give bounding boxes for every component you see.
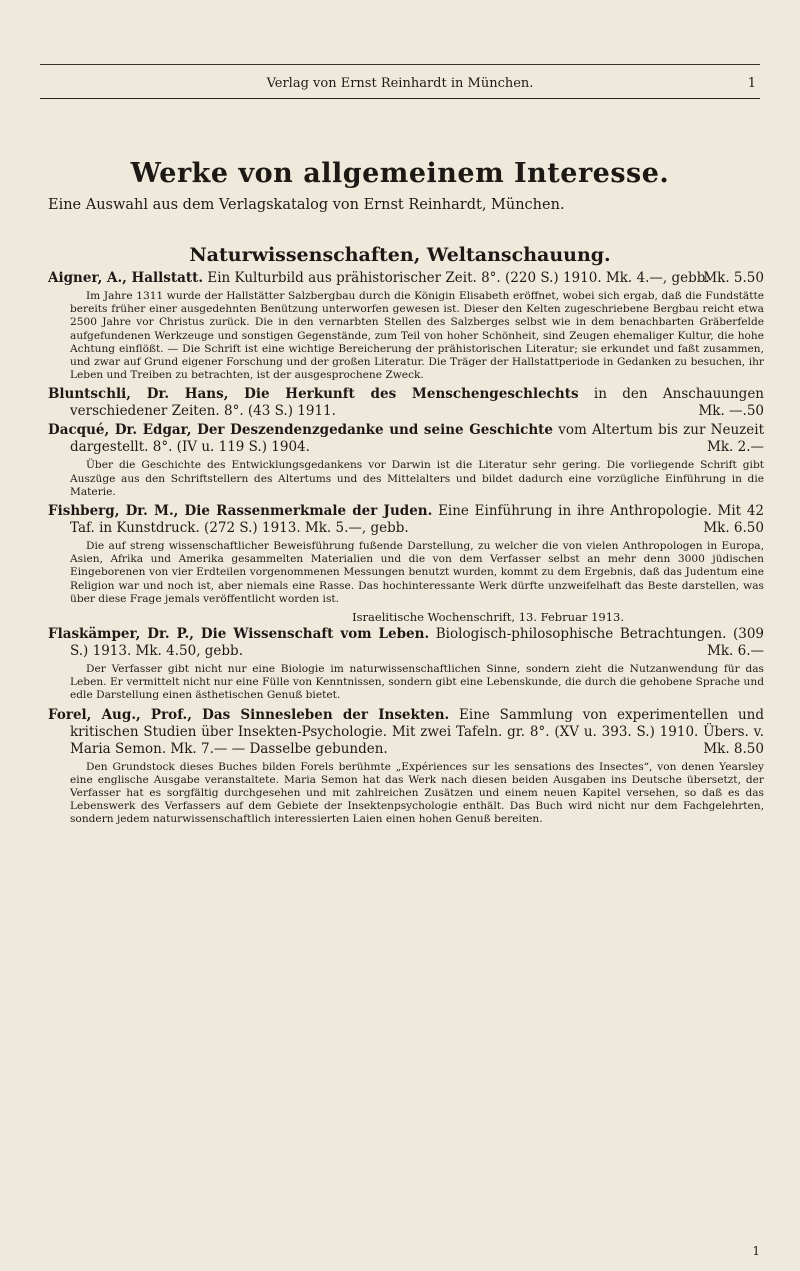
entry-details: Eine Einführung in ihre Anthropologie. Mit 42 Taf. in Kunstdruck. (272 S.) 1913. Mk. 5.—, gebb. xyxy=(70,503,765,537)
entry-details: Biologisch-philosophische Betrachtungen. (309 S.) 1913. Mk. 4.50, gebb. xyxy=(70,626,764,660)
entry-head xyxy=(48,707,764,758)
entry-price: Mk. 8.50 xyxy=(703,740,764,757)
entry-head xyxy=(48,270,764,287)
entry-details: Ein Kulturbild aus prähistorischer Zeit. 8°. (220 S.) 1910. Mk. 4.—, gebb. xyxy=(203,270,710,286)
page-title: Werke von allgemeinem Interesse. xyxy=(130,158,670,189)
entry-author-title: Forel, Aug., Prof., Das Sinnesleben der Insekten. xyxy=(48,706,450,723)
entry-details: in den Anschauungen verschiedener Zeiten. 8°. (43 S.) 1911. xyxy=(70,386,764,420)
entry-author-title: Fishberg, Dr. M., Die Rassenmerkmale der Juden. xyxy=(48,503,433,520)
entry-description: Über die Geschichte des Entwicklungsgedankens vor Darwin ist die Literatur sehr gering. Die vorliegende Schrift gibt Auszüge aus den Schriftstellern des Altertums und des Mittelalters und bildet dadurch eine vorzügliche Einführung in die Materie. xyxy=(70,459,764,498)
page-number: 1 xyxy=(747,76,756,91)
entry-bluntschli xyxy=(48,386,764,420)
footer-page-number: 1 xyxy=(752,1244,760,1258)
entry-forel xyxy=(48,707,764,827)
entry-author-title: Flaskämper, Dr. P., Die Wissenschaft vom Leben. xyxy=(48,626,430,643)
entry-dacque xyxy=(48,422,764,499)
entry-description: Im Jahre 1311 wurde der Hallstätter Salzbergbau durch die Königin Elisabeth eröffnet, wobei sich ergab, daß die Fundstätte bereits früher einer ausgedehnten Benützung unterworfen gewesen ist. Dieser den Kelten zugeschriebene Bergbau reicht etwa 2500 Jahre vor Christus zurück. Die in den vernarbten Stellen des Salzberges selbst wie in dem benachbarten Gräberfelde aufgefundenen Werkzeuge und sonstigen Gegenstände, zum Teil von hoher Schönheit, sind Zeugen ehemaliger Kultur, die hohe Achtung einflößt. — Die Schrift ist eine wichtige Bereicherung der prähistorischen Literatur; sie erkundet und faßt zusammen, und zwar auf Grund eigener Forschung und der großen Literatur. Die Träger der Hallstattperiode in Gedanken zu besuchen, ihr Leben und Treiben zu betrachten, ist der ausgesprochene Zweck. xyxy=(70,290,764,382)
entry-description: Den Grundstock dieses Buches bilden Forels berühmte „Expériences sur les sensations des Insectes“, von denen Yearsley eine englische Ausgabe veranstaltete. Maria Semon hat das Werk nach diesen beiden Ausgaben ins Deutsche übersetzt, der Verfasser hat es sorgfältig durchgesehen und mit zahlreichen Zusätzen und einem neuen Kapitel versehen, so daß es das Lebenswerk des Verfassers auf dem Gebiete der Insektenpsychologie enthält. Das Buch wird nicht nur dem Fachgelehrten, sondern jedem naturwissenschaftlich interessierten Laien einen hohen Genuß bereiten. xyxy=(70,760,764,826)
entry-price: Mk. —.50 xyxy=(698,403,764,420)
entry-price: Mk. 6.— xyxy=(707,643,764,660)
entry-fishberg xyxy=(48,503,764,624)
entry-price: Mk. 6.50 xyxy=(703,520,764,537)
top-rule xyxy=(40,64,760,65)
entry-flaskaemper xyxy=(48,626,764,703)
entry-head xyxy=(48,386,764,420)
entry-head xyxy=(48,422,764,456)
entry-author-title: Aigner, A., Hallstatt. xyxy=(48,270,204,286)
entry-description: Die auf streng wissenschaftlicher Beweisführung fußende Darstellung, zu welcher die von vielen Anthropologen in Europa, Asien, Afrika und Amerika gesammelten Materialien und die von dem Verfasser selbst an mehr denn 3000 jüdischen Eingeborenen von vier Erdteilen vorgenommenen Messungen benutzt wurden, kommt zu dem Ergebnis, daß das Judentum eine Religion war und noch ist, aber niemals eine Rasse. Das hochinteressante Werk dürfte unzweifelhaft das Beste darstellen, was über diese Frage jemals veröffentlicht worden ist. xyxy=(70,540,764,605)
entry-price: Mk. 5.50 xyxy=(703,270,764,286)
entry-list xyxy=(48,270,764,831)
running-header xyxy=(40,72,760,99)
entry-price: Mk. 2.— xyxy=(707,439,764,456)
entry-details: Eine Sammlung von experimentellen und kritischen Studien über Insekten-Psychologie. Mit zwei Tafeln. gr. 8°. (XV u. 393. S.) 1910. Übers. v. Maria Semon. Mk. 7.— — Dasselbe gebunden. xyxy=(70,706,765,757)
entry-aigner xyxy=(48,270,764,382)
entry-author-title: Bluntschli, Dr. Hans, Die Herkunft des Menschengeschlechts xyxy=(48,386,579,403)
quote-source: Israelitische Wochenschrift, 13. Februar 1913. xyxy=(352,610,624,625)
publisher-line: Verlag von Ernst Reinhardt in München. xyxy=(266,76,534,91)
section-heading: Naturwissenschaften, Weltanschauung. xyxy=(189,244,611,266)
page-subtitle: Eine Auswahl aus dem Verlagskatalog von Ernst Reinhardt, München. xyxy=(48,197,565,213)
entry-head xyxy=(48,503,764,537)
entry-description: Der Verfasser gibt nicht nur eine Biologie im naturwissenschaftlichen Sinne, sondern zieht die Nutzanwendung für das Leben. Er vermittelt nicht nur eine Fülle von Kenntnissen, sondern gibt eine Lebenskunde, die durch die gehobene Sprache und edle Darstellung einen ästhetischen Genuß bietet. xyxy=(70,663,764,702)
entry-head xyxy=(48,626,764,660)
entry-details: vom Altertum bis zur Neuzeit dargestellt. 8°. (IV u. 119 S.) 1904. xyxy=(70,422,764,456)
entry-author-title: Dacqué, Dr. Edgar, Der Deszendenzgedanke und seine Geschichte xyxy=(48,422,554,439)
